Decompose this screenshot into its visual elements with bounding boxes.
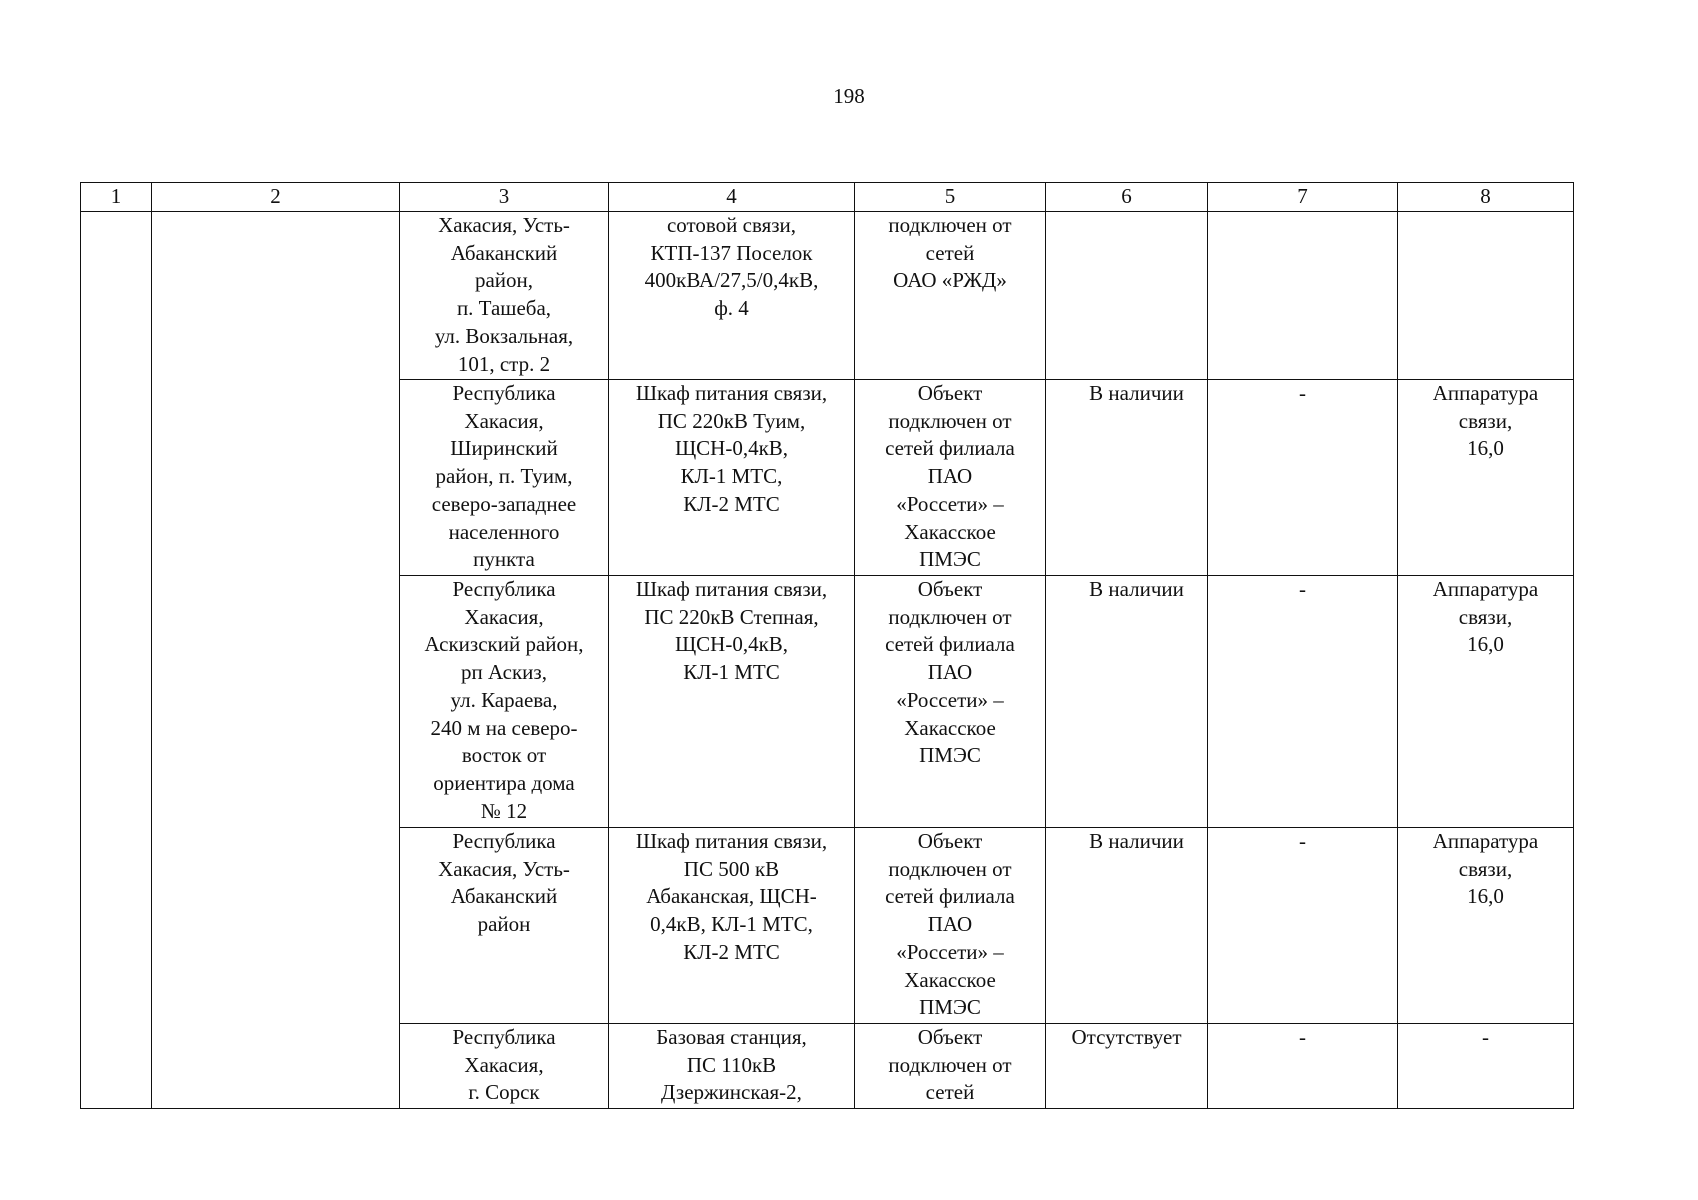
table-cell-col7: - (1208, 1024, 1398, 1109)
table-cell-equipment: Аппаратура связи, 16,0 (1398, 828, 1574, 1024)
table-row (81, 212, 1574, 380)
table-cell-availability: Отсутствует (1046, 1024, 1208, 1109)
table-row (81, 1024, 1574, 1109)
table-cell-connection: Объект подключен от сетей филиала ПАО «Россети» – Хакасское ПМЭС (855, 828, 1046, 1024)
table-cell-number (81, 1024, 152, 1109)
table-cell-connection: Объект подключен от сетей филиала ПАО «Россети» – Хакасское ПМЭС (855, 576, 1046, 828)
table-cell-col7 (1208, 212, 1398, 380)
table-cell-address: Республика Хакасия, г. Сорск (400, 1024, 609, 1109)
table-cell-equipment (1398, 212, 1574, 380)
table-row (81, 380, 1574, 576)
table-cell-object: Базовая станция, ПС 110кВ Дзержинская-2, (609, 1024, 855, 1109)
table-cell-col7: - (1208, 828, 1398, 1024)
table-row (81, 828, 1574, 1024)
table-cell-col7: - (1208, 576, 1398, 828)
table-cell-object: Шкаф питания связи, ПС 220кВ Туим, ЩСН-0,4кВ, КЛ-1 МТС, КЛ-2 МТС (609, 380, 855, 576)
header-cell-4: 4 (609, 183, 855, 212)
page-number: 198 (833, 84, 865, 108)
table-cell-object: Шкаф питания связи, ПС 220кВ Степная, ЩСН-0,4кВ, КЛ-1 МТС (609, 576, 855, 828)
table-cell-name (152, 576, 400, 828)
table-cell-number (81, 212, 152, 380)
table-cell-availability: В наличии (1046, 380, 1208, 576)
table-cell-number (81, 828, 152, 1024)
table-cell-object: сотовой связи, КТП-137 Поселок 400кВА/27,5/0,4кВ, ф. 4 (609, 212, 855, 380)
data-table (80, 182, 1574, 1109)
header-cell-2: 2 (152, 183, 400, 212)
table-cell-availability: В наличии (1046, 576, 1208, 828)
table-cell-number (81, 380, 152, 576)
header-cell-8: 8 (1398, 183, 1574, 212)
table-cell-name (152, 212, 400, 380)
table-cell-object: Шкаф питания связи, ПС 500 кВ Абаканская, ЩСН- 0,4кВ, КЛ-1 МТС, КЛ-2 МТС (609, 828, 855, 1024)
table-cell-equipment: - (1398, 1024, 1574, 1109)
header-cell-3: 3 (400, 183, 609, 212)
table-cell-address: Республика Хакасия, Усть- Абаканский район (400, 828, 609, 1024)
header-cell-5: 5 (855, 183, 1046, 212)
header-cell-6: 6 (1046, 183, 1208, 212)
table-cell-equipment: Аппаратура связи, 16,0 (1398, 380, 1574, 576)
table-cell-availability: В наличии (1046, 828, 1208, 1024)
table-cell-address: Республика Хакасия, Ширинский район, п. Туим, северо-западнее населенного пункта (400, 380, 609, 576)
table-cell-connection: Объект подключен от сетей филиала ПАО «Россети» – Хакасское ПМЭС (855, 380, 1046, 576)
table-cell-number (81, 576, 152, 828)
table-cell-name (152, 380, 400, 576)
table-row (81, 576, 1574, 828)
table-cell-address: Республика Хакасия, Аскизский район, рп Аскиз, ул. Караева, 240 м на северо- восток от ориентира дома № 12 (400, 576, 609, 828)
table-cell-name (152, 828, 400, 1024)
header-row (81, 183, 1574, 212)
table-cell-col7: - (1208, 380, 1398, 576)
header-cell-7: 7 (1208, 183, 1398, 212)
table-cell-name (152, 1024, 400, 1109)
table-cell-equipment: Аппаратура связи, 16,0 (1398, 576, 1574, 828)
table-cell-connection: подключен от сетей ОАО «РЖД» (855, 212, 1046, 380)
header-cell-1: 1 (81, 183, 152, 212)
table-cell-address: Хакасия, Усть- Абаканский район, п. Ташеба, ул. Вокзальная, 101, стр. 2 (400, 212, 609, 380)
table-cell-connection: Объект подключен от сетей (855, 1024, 1046, 1109)
table-cell-availability (1046, 212, 1208, 380)
